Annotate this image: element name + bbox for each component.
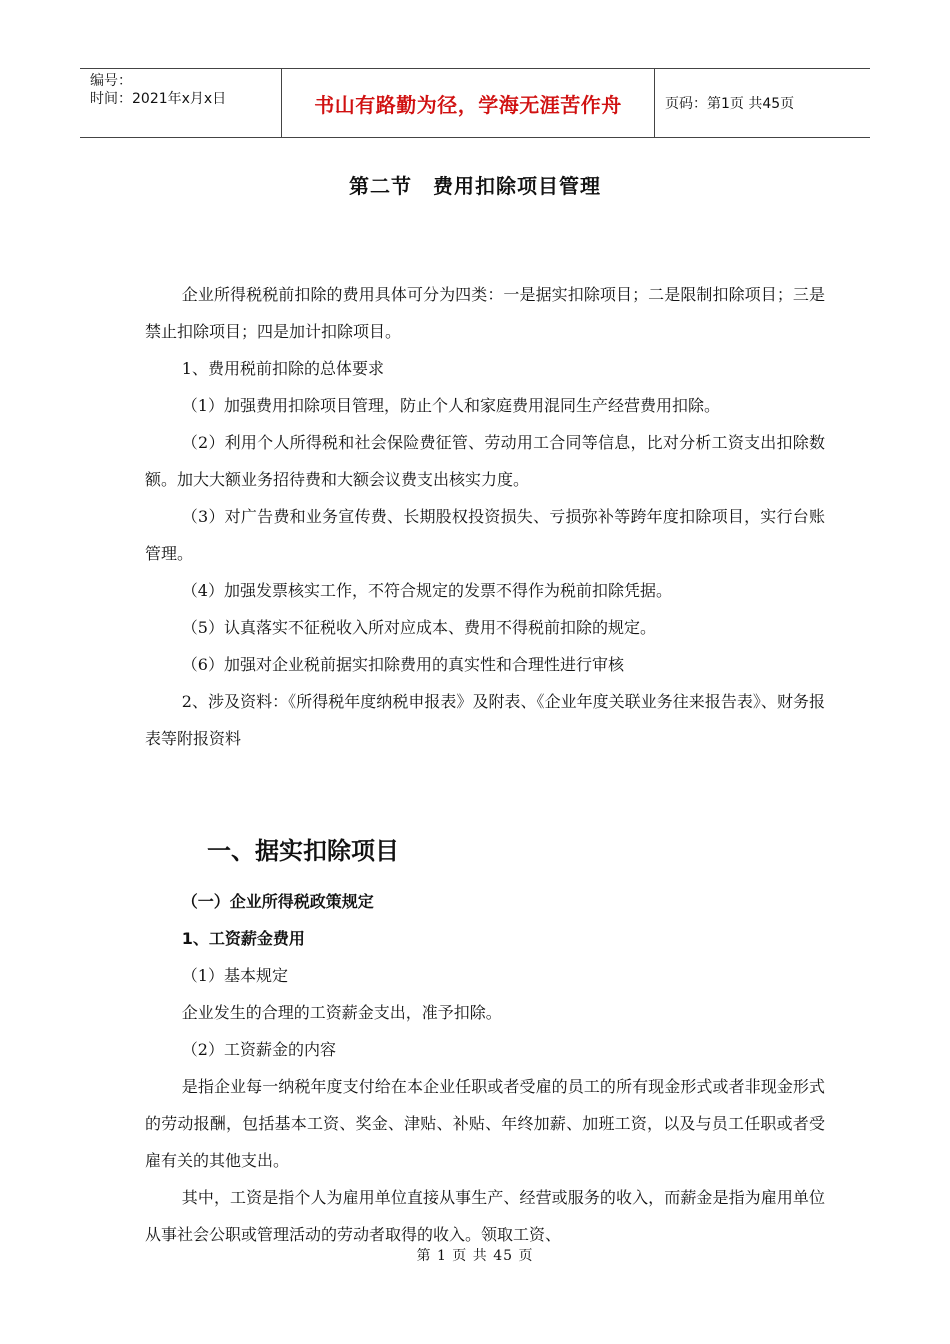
paragraph: 是指企业每一纳税年度支付给在本企业任职或者受雇的员工的所有现金形式或者非现金形式的劳动报酬，包括基本工资、奖金、津贴、补贴、年终加薪、加班工资，以及与员工任职或者受雇有关的其他支出。 — [145, 1077, 825, 1170]
paragraph: （2）工资薪金的内容 — [181, 1040, 336, 1059]
paragraph: （1）加强费用扣除项目管理，防止个人和家庭费用混同生产经营费用扣除。 — [181, 396, 720, 415]
document-header — [80, 68, 870, 138]
paragraph: 企业所得税税前扣除的费用具体可分为四类：一是据实扣除项目；二是限制扣除项目；三是禁止扣除项目；四是加计扣除项目。 — [145, 285, 825, 341]
header-motto-cell — [282, 69, 655, 137]
paragraph: （2）利用个人所得税和社会保险费征管、劳动用工合同等信息，比对分析工资支出扣除数额。加大大额业务招待费和大额会议费支出核实力度。 — [145, 433, 825, 489]
paragraph: 1、费用税前扣除的总体要求 — [181, 359, 384, 378]
header-page-cell — [655, 69, 870, 137]
document-time-label: 时间：2021年x月x日 — [90, 91, 227, 107]
header-meta-cell — [80, 69, 282, 137]
document-body — [145, 276, 825, 1253]
section-title: 第二节 费用扣除项目管理 — [349, 174, 601, 198]
page-footer: 第 1 页 共 45 页 — [416, 1248, 534, 1264]
paragraph: 2、涉及资料：《所得税年度纳税申报表》及附表、《企业年度关联业务往来报告表》、财务报表等附报资料 — [145, 692, 825, 748]
paragraph: （6）加强对企业税前据实扣除费用的真实性和合理性进行审核 — [181, 655, 624, 674]
header-page-info: 页码：第1页 共45页 — [665, 96, 795, 112]
paragraph: （3）对广告费和业务宣传费、长期股权投资损失、亏损弥补等跨年度扣除项目，实行台账管理。 — [145, 507, 825, 563]
heading-level-2: （一）企业所得税政策规定 — [181, 892, 374, 911]
paragraph: 企业发生的合理的工资薪金支出，准予扣除。 — [181, 1003, 502, 1022]
heading-level-3: 1、工资薪金费用 — [181, 929, 305, 948]
paragraph: 其中，工资是指个人为雇用单位直接从事生产、经营或服务的收入，而薪金是指为雇用单位从事社会公职或管理活动的劳动者取得的收入。领取工资、 — [145, 1188, 825, 1244]
paragraph: （1）基本规定 — [181, 966, 288, 985]
paragraph: （4）加强发票核实工作，不符合规定的发票不得作为税前扣除凭据。 — [181, 581, 672, 600]
document-number-label: 编号： — [90, 73, 132, 89]
header-motto: 书山有路勤为径，学海无涯苦作舟 — [314, 92, 622, 117]
heading-level-1: 一、据实扣除项目 — [207, 837, 399, 865]
paragraph: （5）认真落实不征税收入所对应成本、费用不得税前扣除的规定。 — [181, 618, 656, 637]
